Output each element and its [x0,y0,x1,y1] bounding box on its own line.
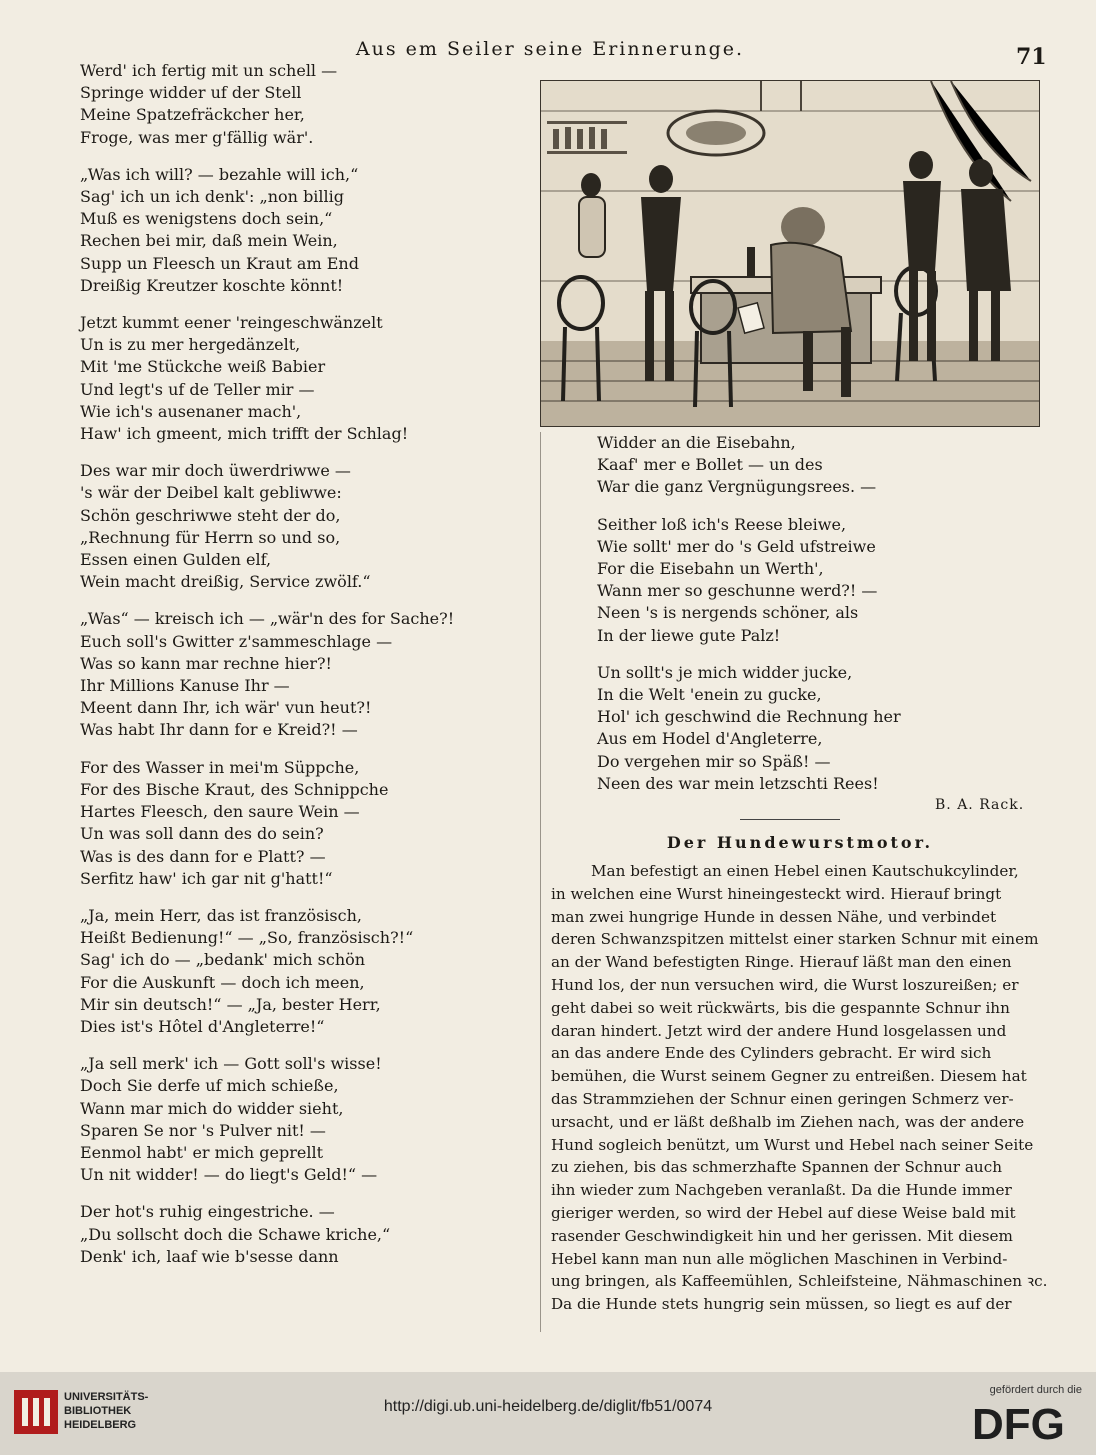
verse-line: Sparen Se nor 's Pulver nit! — [80,1120,326,1140]
verse-line: Do vergehen mir so Späß! — [597,751,831,771]
verse-line: Wann mar mich do widder sieht, [80,1098,344,1118]
dfg-logo-text: DFG [972,1400,1065,1445]
permalink-url[interactable]: http://digi.ub.uni-heidelberg.de/diglit/fb51/0074 [383,1398,713,1415]
article-line: geht dabei so weit rückwärts, bis die gespannte Schnur ihn [551,998,1010,1017]
verse-line: Schön geschriwwe steht der do, [80,505,341,525]
article-line: in welchen eine Wurst hineingesteckt wird. Hierauf bringt [551,884,1002,903]
verse-line: Meine Spatzefräckcher her, [80,105,305,125]
poem-stanza [80,905,530,1038]
verse-line: Un sollt's je mich widder jucke, [597,662,853,682]
verse-line: Doch Sie derfe uf mich schieße, [80,1076,339,1096]
article-line: Hebel kann man nun alle möglichen Maschinen in Verbind- [551,1249,1008,1268]
verse-line: Und legt's uf de Teller mir — [80,379,315,399]
restaurant-illustration [540,80,1040,427]
verse-line: 's wär der Deibel kalt gebliwwe: [80,483,342,503]
article-line: daran hindert. Jetzt wird der andere Hund losgelassen und [551,1021,1007,1040]
verse-line: Dreißig Kreutzer koschte könnt! [80,275,344,295]
verse-line: Was habt Ihr dann for e Kreid?! — [80,720,358,740]
verse-line: Seither loß ich's Reese bleiwe, [597,514,847,534]
verse-line: Supp un Fleesch un Kraut am End [80,253,359,273]
section-separator [740,819,840,820]
verse-line: Rechen bei mir, daß mein Wein, [80,231,338,251]
verse-line: Neen 's is nergends schöner, als [597,603,859,623]
poem-stanza [80,164,530,297]
verse-line: Denk' ich, laaf wie b'sesse dann [80,1246,339,1266]
verse-line: Dies ist's Hôtel d'Angleterre!“ [80,1016,325,1036]
verse-line: Eenmol habt' er mich geprellt [80,1142,324,1162]
poem-stanza [80,1201,530,1268]
article-line: zu ziehen, bis das schmerzhafte Spannen der Schnur auch [551,1158,1002,1177]
article-line: bemühen, die Wurst seinem Gegner zu entreißen. Diesem hat [551,1067,1027,1086]
funding-note: gefördert durch die [989,1384,1082,1396]
poem-stanza [597,662,1037,795]
poem-stanza [80,312,530,445]
article-line: Hund los, der nun versuchen wird, die Wurst loszureißen; er [551,975,1019,994]
verse-line: Haw' ich gmeent, mich trifft der Schlag! [80,424,409,444]
verse-line: „Was ich will? — bezahle will ich,“ [80,164,359,184]
verse-line: Widder an die Eisebahn, [597,433,796,452]
verse-line: „Du sollscht doch die Schawe kriche,“ [80,1224,391,1244]
verse-line: Springe widder uf der Stell [80,83,302,103]
poem-stanza [80,757,530,890]
verse-line: Kaaf' mer e Bollet — un des [597,455,823,475]
article-line: das Strammziehen der Schnur einen geringen Schmerz ver- [551,1089,1014,1108]
verse-line: Wein macht dreißig, Service zwölf.“ [80,572,371,592]
article-line: gieriger werden, so wird der Hebel auf diese Weise bald mit [551,1203,1016,1222]
verse-line: In die Welt 'enein zu gucke, [597,685,822,705]
verse-line: Des war mir doch üwerdriwwe — [80,461,351,481]
verse-line: Werd' ich fertig mit un schell — [80,61,338,80]
article-line: Man befestigt an einen Hebel einen Kautschukcylinder, [591,862,1019,880]
verse-line: Froge, was mer g'fällig wär'. [80,127,314,147]
article-line: man zwei hungrige Hunde in dessen Nähe, und verbindet [551,907,997,926]
article-line: an das andere Ende des Cylinders gebracht. Er wird sich [551,1044,992,1063]
verse-line: Ihr Millions Kanuse Ihr — [80,676,290,696]
verse-line: Hartes Fleesch, den saure Wein — [80,802,360,822]
poem-stanza [80,608,530,741]
verse-line: War die ganz Vergnügungsrees. — [597,477,877,497]
verse-line: For des Bische Kraut, des Schnippche [80,779,389,799]
verse-line: Sag' ich do — „bedank' mich schön [80,950,366,970]
verse-line: In der liewe gute Palz! [597,625,781,645]
verse-line: Der hot's ruhig eingestriche. — [80,1202,335,1222]
verse-line: Essen einen Gulden elf, [80,550,272,570]
page-number: 71 [1016,44,1047,70]
article-line: ursacht, und er läßt deßhalb im Ziehen nach, was der andere [551,1112,1025,1131]
poem-stanza [80,60,530,149]
verse-line: For die Eisebahn un Werth', [597,559,824,579]
library-name-line: HEIDELBERG [64,1419,137,1431]
article-line: rasender Geschwindigkeit hin und her gerissen. Mit diesem [551,1226,1013,1245]
verse-line: For die Auskunft — doch ich meen, [80,972,365,992]
verse-line: Muß es wenigstens doch sein,“ [80,209,333,229]
verse-line: Was so kann mar rechne hier?! [80,653,332,673]
left-poem-column [80,60,530,1283]
engraving-picture [541,81,1039,426]
verse-line: Mit 'me Stückche weiß Babier [80,357,326,377]
library-name-line: BIBLIOTHEK [64,1405,132,1417]
verse-line: Un was soll dann des do sein? [80,824,324,844]
verse-line: Neen des war mein letzschti Rees! [597,773,879,793]
article-line: ihn wieder zum Nachgeben veranlaßt. Da die Hunde immer [551,1181,1012,1200]
verse-line: Wie sollt' mer do 's Geld ufstreiwe [597,536,876,556]
poem-stanza [80,460,530,593]
verse-line: Euch soll's Gwitter z'sammeschlage — [80,631,393,651]
article-line: an der Wand befestigten Ringe. Hierauf läßt man den einen [551,953,1012,972]
verse-line: „Ja, mein Herr, das ist französisch, [80,905,362,925]
library-name-line: UNIVERSITÄTS- [64,1391,149,1403]
verse-line: For des Wasser in mei'm Süppche, [80,757,360,777]
verse-line: Jetzt kummt eener 'reingeschwänzelt [80,313,383,333]
verse-line: Wie ich's ausenaner mach', [80,401,302,421]
article-title: Der Hundewurstmotor. [666,833,934,852]
verse-line: „Was“ — kreisch ich — „wär'n des for Sache?! [80,609,455,629]
poem-stanza [597,514,1037,647]
article-line: Hund sogleich benützt, um Wurst und Hebel nach seiner Seite [551,1135,1034,1154]
verse-line: Mir sin deutsch!“ — „Ja, bester Herr, [80,994,381,1014]
article-line: Da die Hunde stets hungrig sein müssen, so liegt es auf der [551,1295,1012,1314]
page-header-title: Aus em Seiler seine Erinnerunge. [355,38,745,60]
verse-line: Meent dann Ihr, ich wär' vun heut?! [80,698,372,718]
right-poem-column [597,432,1037,810]
viewer-footer [0,1372,1096,1455]
poem-stanza [597,432,1037,499]
verse-line: Un nit widder! — do liegt's Geld!“ — [80,1165,378,1185]
verse-line: Aus em Hodel d'Angleterre, [597,729,823,749]
verse-line: Wann mer so geschunne werd?! — [597,581,878,601]
dfg-logo-icon [972,1399,1082,1445]
article-body [551,860,1048,1316]
poem-stanza [80,1053,530,1186]
verse-line: Sag' ich un ich denk': „non billig [80,187,345,207]
verse-line: Un is zu mer hergedänzelt, [80,335,301,355]
verse-line: Was is des dann for e Platt? — [80,846,326,866]
article-line: ung bringen, als Kaffeemühlen, Schleifsteine, Nähmaschinen ꝛc. [551,1272,1048,1291]
column-divider-rule [540,432,541,1332]
verse-line: Heißt Bedienung!“ — „So, französisch?!“ [80,928,414,948]
verse-line: „Rechnung für Herrn so und so, [80,527,341,547]
article-line: deren Schwanzspitzen mittelst einer starken Schnur mit einem [551,930,1039,949]
verse-line: „Ja sell merk' ich — Gott soll's wisse! [80,1054,382,1074]
verse-line: Serfitz haw' ich gar nit g'hatt!“ [80,868,333,888]
author-signature: B. A. Rack. [935,797,1025,813]
verse-line: Hol' ich geschwind die Rechnung her [597,707,901,727]
